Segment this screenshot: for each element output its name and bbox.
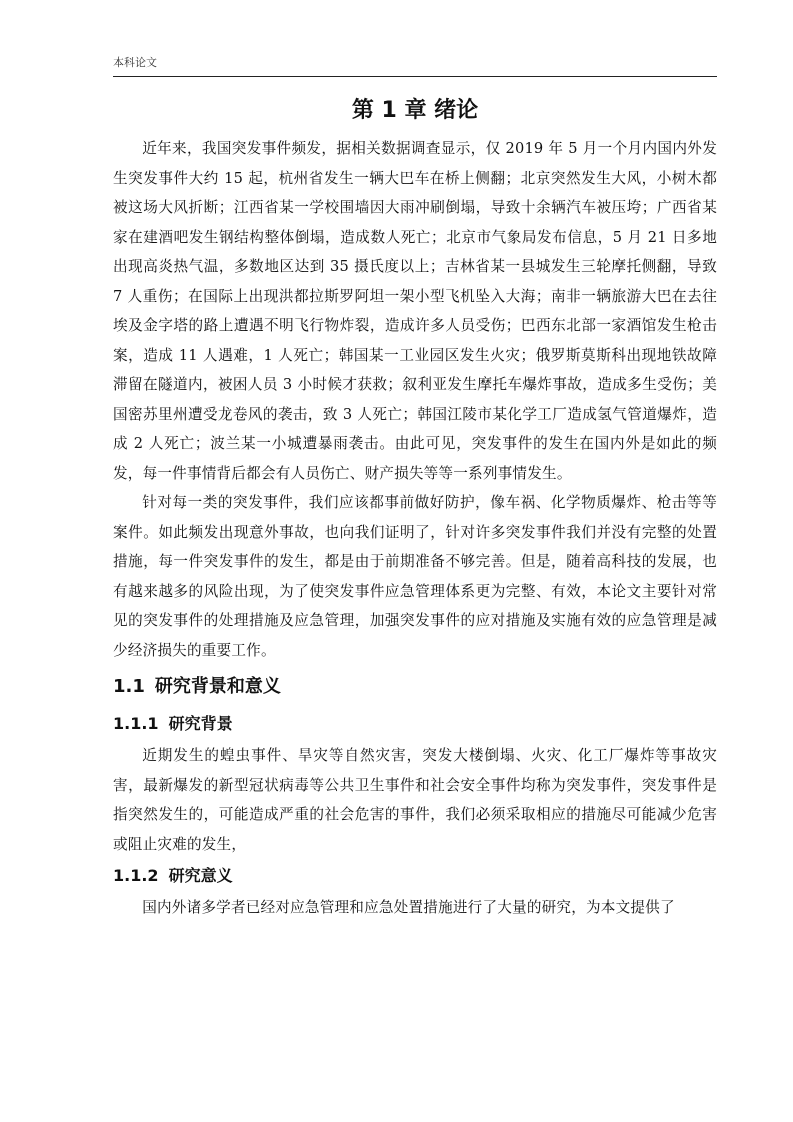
page-content (113, 96, 717, 923)
intro-paragraph-2: 针对每一类的突发事件，我们应该都事前做好防护，像车祸、化学物质爆炸、枪击等等案件。如此频发出现意外事故，也向我们证明了，针对许多突发事件我们并没有完整的处置措施，每一件突发事件的发生，都是由于前期准备不够完善。但是，随着高科技的发展，也有越来越多的风险出现，为了使突发事件应急管理体系更为完整、有效，本论文主要针对常见的突发事件的处理措施及应急管理，加强突发事件的应对措施及实施有效的应急管理是减少经济损失的重要工作。 (113, 494, 717, 659)
subsection-heading-1-1-1 (113, 707, 717, 741)
section-title: 研究背景和意义 (154, 676, 281, 697)
background-paragraph: 近期发生的蝗虫事件、旱灾等自然灾害，突发大楼倒塌、火灾、化工厂爆炸等事故灾害，最新爆发的新型冠状病毒等公共卫生事件和社会安全事件均称为突发事件，突发事件是指突然发生的，可能造成严重的社会危害的事件，我们必须采取相应的措施尽可能减少危害或阻止灾难的发生， (113, 747, 717, 853)
subsection-number: 1.1.1 (113, 714, 159, 733)
subsection-title: 研究背景 (168, 714, 233, 733)
chapter-title: 第 1 章 绪论 (351, 98, 479, 123)
subsection-number: 1.1.2 (113, 866, 159, 885)
significance-paragraph: 国内外诸多学者已经对应急管理和应急处置措施进行了大量的研究，为本文提供了 (142, 899, 675, 916)
page-header (113, 52, 717, 77)
section-heading-1-1 (113, 669, 717, 705)
intro-paragraph-1: 近年来，我国突发事件频发，据相关数据调查显示，仅 2019 年 5 月一个月内国内外发生突发事件大约 15 起，杭州省发生一辆大巴车在桥上侧翻；北京突然发生大风，小树木都被这场大风折断；江西省某一学校围墙因大雨冲刷倒塌，导致十余辆汽车被压垮；广西省某家在建酒吧发生钢结构整体倒塌，造成数人死亡；北京市气象局发布信息，5 月 21 日多地出现高炎热气温，多数地区达到 35 摄氏度以上；吉林省某一县城发生三轮摩托侧翻，导致 7 人重伤；在国际上出现洪都拉斯罗阿坦一架小型飞机坠入大海；南非一辆旅游大巴在去往埃及金字塔的路上遭遇不明飞行物炸裂，造成许多人员受伤；巴西东北部一家酒馆发生枪击案，造成 11 人遇难，1 人死亡；韩国某一工业园区发生火灾；俄罗斯莫斯科出现地铁故障滞留在隧道内，被困人员 3 小时候才获救；叙利亚发生摩托车爆炸事故，造成多生受伤；美国密苏里州遭受龙卷风的袭击，致 3 人死亡；韩国江陵市某化学工厂造成氢气管道爆炸，造成 2 人死亡；波兰某一小城遭暴雨袭击。由此可见，突发事件的发生在国内外是如此的频发，每一件事情背后都会有人员伤亡、财产损失等等一系列事情发生。 (113, 140, 717, 482)
subsection-title: 研究意义 (168, 866, 233, 885)
subsection-heading-1-1-2 (113, 859, 717, 893)
section-number: 1.1 (113, 676, 145, 697)
header-label: 本科论文 (113, 56, 157, 69)
